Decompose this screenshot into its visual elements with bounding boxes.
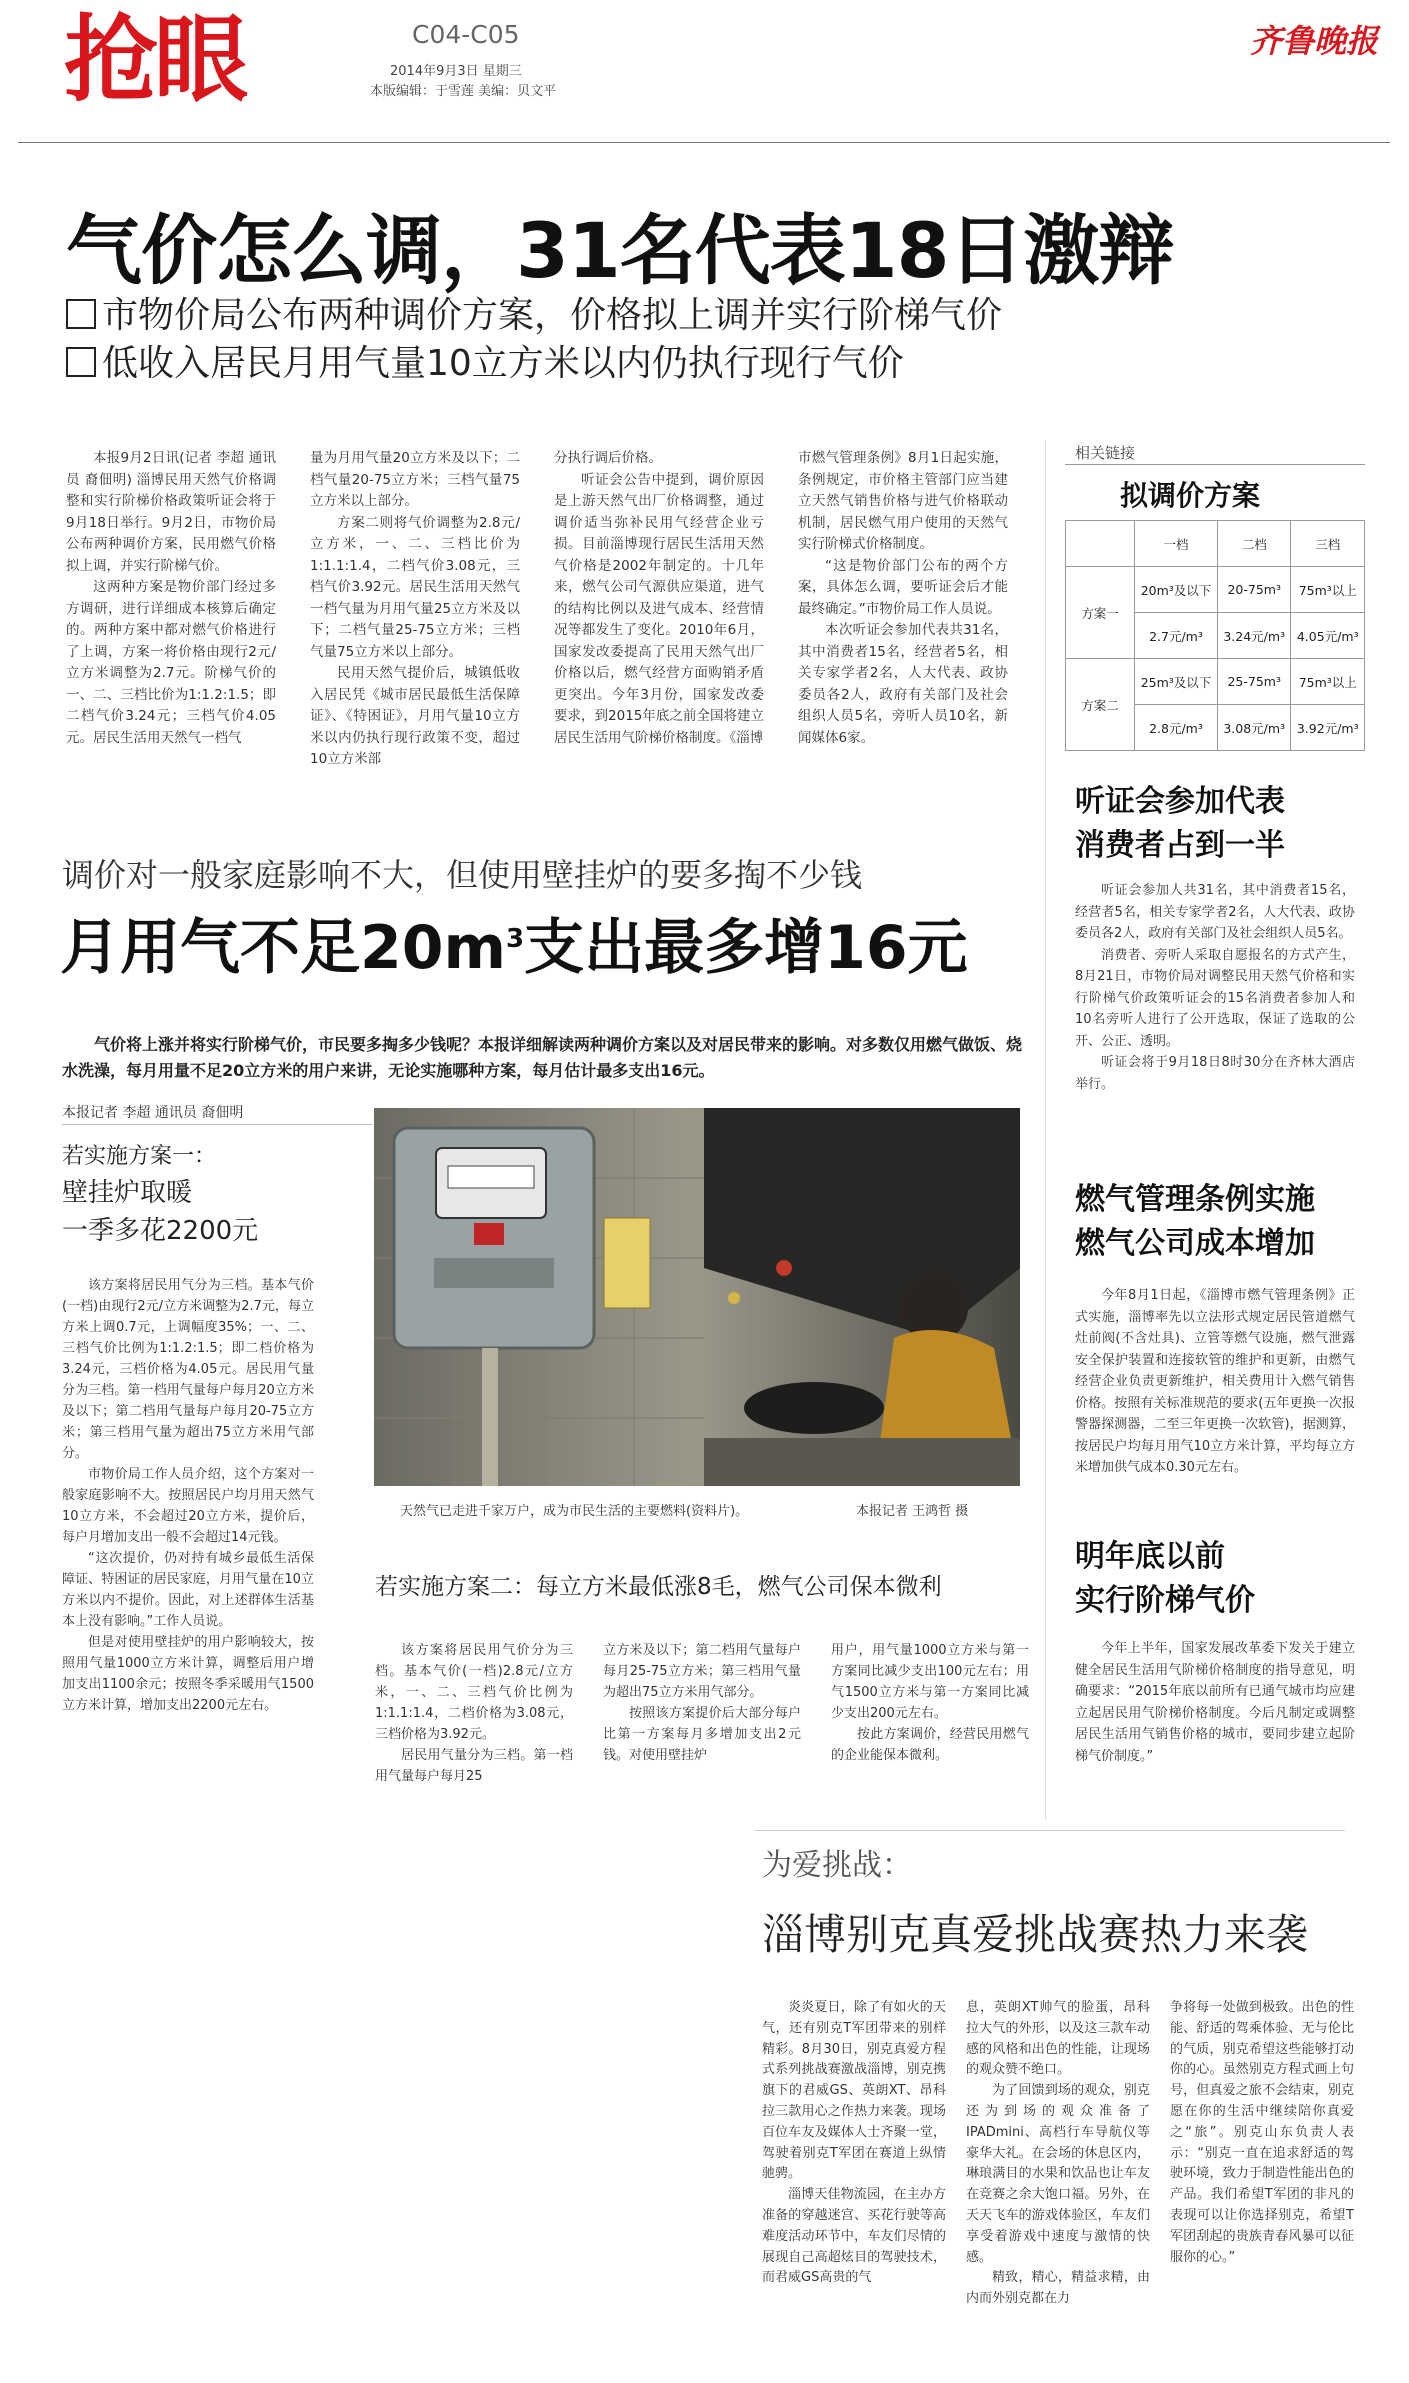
editor-credits: 本版编辑：于雪莲 美编：贝文平: [370, 84, 557, 99]
price-table-title: 拟调价方案: [1120, 479, 1261, 512]
table-header: 一档: [1135, 521, 1218, 567]
subhead-line: 一季多花2200元: [62, 1216, 259, 1246]
heading-line: 燃气管理条例实施: [1075, 1182, 1315, 1217]
table-cell: 3.24元/m³: [1217, 613, 1291, 659]
sidebar-heading-tiered: [1075, 1535, 1255, 1623]
table-cell: 4.05元/m³: [1291, 613, 1365, 659]
paragraph: 但是对使用壁挂炉的用户影响较大，按照用气量1000立方米计算，调整后用户增加支出1100余元；按照冬季采暖用气1500立方米计算，增加支出2200元左右。: [62, 1635, 314, 1713]
photo-credit: 本报记者 王鸿哲 摄: [856, 1504, 969, 1519]
plan-name: 方案一: [1066, 567, 1135, 659]
heading-line: 实行阶梯气价: [1075, 1583, 1255, 1618]
story3-rule: [755, 1830, 1345, 1831]
paragraph: 本次听证会参加代表共31名，其中消费者15名，经营者5名，相关专家学者2名，人大代表、政协委员各2人，政府有关部门及社会组织人员5名，旁听人员10名，新闻媒体6家。: [798, 622, 1008, 746]
sidebar-regulation-text: [1075, 1285, 1355, 1479]
bullet-text: 低收入居民月用气量10立方米以内仍执行现行气价: [102, 343, 904, 384]
price-plan-table: [1065, 520, 1365, 751]
sidebar-tiered-text: [1075, 1638, 1355, 1767]
paragraph: 本报9月2日讯(记者 李超 通讯员 裔佃明) 淄博民用天然气价格调整和实行阶梯价格政策听证会将于9月18日举行。9月2日，市物价局公布两种调价方案，民用燃气价格拟上调，并实行阶梯气价。: [66, 450, 276, 574]
heading-line: 听证会参加代表: [1075, 784, 1285, 819]
headline-part: 支出最多增16元: [524, 913, 968, 983]
paragraph: 该方案将居民用气分为三档。基本气价(一档)由现行2元/立方米调整为2.7元，每立方米上调0.7元，上调幅度35%；一、二、三档气价比例为1:1.2:1.5；即二档价格为3.24元，三档价格为4.05元。居民用气量分为三档。第一档用气量每户每月20立方米及以下；第二档用气量每户每月20-75立方米；第三档用气量为超出75立方米用气部分。: [62, 1278, 314, 1461]
scheme2-col-2: [603, 1640, 801, 1766]
scheme2-col-3: [831, 1640, 1029, 1766]
paragraph: 今年8月1日起，《淄博市燃气管理条例》正式实施，淄博率先以立法形式规定居民管道燃气灶前阀(不含灶具)、立管等燃气设施，燃气泄露安全保护装置和连接软管的维护和更新，由燃气经营企业负责更新维护，相关费用计入燃气销售价格。按照有关标准规范的要求(五年更换一次报警器探测器，二至三年更换一次软管)，据测算，按居民户均每月用气10立方米计算，平均每立方米增加供气成本0.30元左右。: [1075, 1288, 1355, 1475]
paragraph: 息，英朗XT帅气的脸蛋，昂科拉大气的外形，以及这三款车动感的风格和出色的性能，让现场的观众赞不绝口。: [966, 2000, 1150, 2078]
masthead: [0, 0, 1409, 150]
paragraph: 炎炎夏日，除了有如火的天气，还有别克T军团带来的别样精彩。8月30日，别克真爱方程式系列挑战赛激战淄博，别克携旗下的君威GS、英朗XT、昂科拉三款用心之作热力来袭。现场百位车友及媒体人士齐聚一堂，驾驶着别克T军团在赛道上纵情驰骋。: [762, 2000, 946, 2182]
paragraph: “这是物价部门公布的两个方案，具体怎么调，要听证会后才能最终确定。”市物价局工作人员说。: [798, 557, 1008, 617]
paragraph: 按照该方案提价后大部分每户比第一方案每月多增加支出2元钱。对使用壁挂炉: [603, 1706, 801, 1763]
masthead-rule: [18, 142, 1390, 143]
story3-headline: 淄博别克真爱挑战赛热力来袭: [762, 1910, 1309, 1959]
byline-rule: [62, 1124, 372, 1125]
main-col-1: [66, 448, 276, 749]
related-links-label: 相关链接: [1075, 444, 1136, 462]
scheme2-subhead: 若实施方案二：每立方米最低涨8毛，燃气公司保本微利: [375, 1574, 942, 1600]
paragraph: 量为月用气量20立方米及以下；二档气量20-75立方米；三档气量75立方米以上部分。: [310, 450, 520, 509]
story3-col-2: [966, 1998, 1150, 2310]
page-numbers: C04-C05: [412, 20, 520, 49]
paragraph: 消费者、旁听人采取自愿报名的方式产生，8月21日，市物价局对调整民用天然气价格和实行阶梯气价政策听证会的15名消费者参加人和10名旁听人进行了公开选取，保证了选取的公开、公正、透明。: [1075, 947, 1355, 1049]
paragraph: 听证会将于9月18日8时30分在齐林大酒店举行。: [1075, 1055, 1355, 1092]
paragraph: 今年上半年，国家发展改革委下发关于建立健全居民生活用气阶梯价格制度的指导意见，明确要求：“2015年底以前所有已通气城市均应建立起居民用气阶梯价格制度。今后凡制定或调整居民生活用气销售价格的城市，要同步建立起阶梯气价制度。”: [1075, 1641, 1355, 1764]
main-headline: 气价怎么调，31名代表18日激辩: [66, 206, 1174, 295]
bullet-item: [66, 340, 1002, 388]
headline-superscript: 3: [506, 924, 525, 954]
sidebar-heading-hearing: [1075, 780, 1285, 868]
bullet-text: 市物价局公布两种调价方案，价格拟上调并实行阶梯气价: [102, 295, 1003, 336]
paragraph: 按此方案调价，经营民用燃气的企业能保本微利。: [831, 1727, 1029, 1763]
main-col-3: [554, 448, 764, 749]
related-links-rule: [1065, 464, 1365, 465]
scheme1-subhead: [62, 1140, 258, 1250]
story3-col-3: [1170, 1998, 1354, 2268]
table-cell: 20m³及以下: [1135, 567, 1218, 613]
issue-date: 2014年9月3日 星期三: [390, 64, 522, 79]
heading-line: 燃气公司成本增加: [1075, 1226, 1315, 1261]
story2-byline: 本报记者 李超 通讯员 裔佃明: [62, 1105, 244, 1121]
paragraph: 争将每一处做到极致。出色的性能、舒适的驾乘体验、无与伦比的气质，别克希望这些能够打动你的心。虽然别克方程式画上句号，但真爱之旅不会结束，别克愿在你的生活中继续陪你真爱之“旅”。别克山东负责人表示：“别克一直在追求舒适的驾驶环境，致力于制造性能出色的产品。我们希望T军团的非凡的表现可以让你选择别克，希望T军团刮起的贵族青春风暴可以征服你的心。”: [1170, 2000, 1354, 2265]
paragraph: 这两种方案是物价部门经过多方调研，进行详细成本核算后确定的。两种方案中都对燃气价格进行了上调，方案一将价格由现行2元/立方米调整为2.7元。阶梯气价的一、二、三档比价为1:1.2:1.5；即二档气价3.24元；三档气价4.05元。居民生活用天然气一档气: [66, 579, 276, 746]
table-cell: 25-75m³: [1217, 659, 1291, 705]
subhead-line: 壁挂炉取暖: [62, 1178, 193, 1208]
story3-col-1: [762, 1998, 946, 2289]
paragraph: “这次提价，仍对持有城乡最低生活保障证、特困证的居民家庭，月用气量在10立方米以内不提价。因此，对上述群体生活基本上没有影响。”工作人员说。: [62, 1551, 314, 1629]
subhead-line: 若实施方案一：: [62, 1144, 217, 1169]
table-cell: 3.08元/m³: [1217, 705, 1291, 751]
table-header: 二档: [1217, 521, 1291, 567]
heading-line: 消费者占到一半: [1075, 828, 1285, 863]
checkbox-square-icon: [66, 299, 96, 329]
paragraph: 精致，精心，精益求精，由内而外别克都在力: [966, 2270, 1150, 2307]
story2-headline: [60, 900, 968, 986]
paragraph: 听证会参加人共31名，其中消费者15名，经营者5名，相关专家学者2名，人大代表、政协委员各2人，政府有关部门及社会组织人员5名。: [1075, 883, 1355, 941]
table-cell: 3.92元/m³: [1291, 705, 1365, 751]
paragraph: 立方米及以下；第二档用气量每户每月25-75立方米；第三档用气量为超出75立方米用气部分。: [603, 1643, 801, 1700]
scheme1-text: [62, 1275, 314, 1716]
table-header: 三档: [1291, 521, 1365, 567]
sidebar-hearing-text: [1075, 880, 1355, 1095]
checkbox-square-icon: [66, 347, 96, 377]
paragraph: 淄博天佳物流园，在主办方准备的穿越迷宫、买花行驶等高难度活动环节中，车友们尽情的展现自己高超炫目的驾驶技术，而君威GS高贵的气: [762, 2187, 946, 2286]
sidebar-divider: [1045, 440, 1046, 1820]
paragraph: 听证会公告中提到，调价原因是上游天然气出厂价格调整，通过调价适当弥补民用气经营企业亏损。目前淄博现行居民生活用天然气价格是2002年制定的。十几年来，燃气公司气源供应渠道，进气的结构比例以及进气成本、经营情况等都发生了变化。2010年6月，国家发改委提高了民用天然气出厂价格以后，燃气经营方面购销矛盾更突出。今年3月份，国家发改委要求，到2015年底之前全国将建立居民生活用气阶梯价格制度。《淄博: [554, 471, 764, 746]
headline-bullets: [66, 292, 1002, 388]
paragraph: 市物价局工作人员介绍，这个方案对一般家庭影响不大。按照居民户均月用天然气10立方米，不会超过20立方米，提价后，每户月增加支出一般不会超过14元钱。: [62, 1467, 314, 1545]
story2-kicker: 调价对一般家庭影响不大，但使用壁挂炉的要多掏不少钱: [62, 856, 863, 894]
table-cell: 75m³以上: [1291, 567, 1365, 613]
paragraph: 用户，用气量1000立方米与第一方案同比减少支出100元左右；用气1500立方米与第一方案同比减少支出200元左右。: [831, 1643, 1029, 1721]
kitchen-photo-illustration: [374, 1108, 1020, 1486]
headline-part: 月用气不足20m: [60, 913, 507, 983]
paragraph: 该方案将居民用气价分为三档。基本气价(一档)2.8元/立方米，一、二、三档气价比例为1:1.1:1.4，二档价格为3.08元，三档价格为3.92元。: [375, 1643, 573, 1742]
story3-kicker: 为爱挑战：: [762, 1848, 912, 1883]
table-corner: [1066, 521, 1135, 567]
bullet-item: [66, 292, 1002, 340]
main-col-2: [310, 448, 520, 771]
table-cell: 25m³及以下: [1135, 659, 1218, 705]
main-col-4: [798, 448, 1008, 749]
heading-line: 明年底以前: [1075, 1539, 1225, 1574]
table-cell: 20-75m³: [1217, 567, 1291, 613]
paragraph: 分执行调后价格。: [554, 450, 662, 466]
plan-name: 方案二: [1066, 659, 1135, 751]
table-cell: 2.7元/m³: [1135, 613, 1218, 659]
photo-caption: 天然气已走进千家万户，成为市民生活的主要燃料(资料片)。: [400, 1504, 749, 1519]
paragraph: 为了回馈到场的观众，别克还为到场的观众准备了IPADmini、高档行车导航仪等豪华大礼。在会场的休息区内，琳琅满目的水果和饮品也让车友在竞赛之余大饱口福。另外，在天天飞车的游戏体验区，车友们享受着游戏中速度与激情的快感。: [966, 2083, 1150, 2265]
paragraph: 民用天然气提价后，城镇低收入居民凭《城市居民最低生活保障证》、《特困证》，月用气量10立方米以内仍执行现行政策不变，超过10立方米部: [310, 665, 520, 767]
table-cell: 2.8元/m³: [1135, 705, 1218, 751]
story2-lead: 气价将上涨并将实行阶梯气价，市民要多掏多少钱呢？本报详细解读两种调价方案以及对居民带来的影响。对多数仅用燃气做饭、烧水洗澡，每月用量不足20立方米的用户来讲，无论实施哪种方案，每月估计最多支出16元。: [62, 1035, 1023, 1080]
scheme2-col-1: [375, 1640, 573, 1787]
paragraph: 市燃气管理条例》8月1日起实施，条例规定，市价格主管部门应当建立天然气销售价格与进气价格联动机制，居民燃气用户使用的天然气实行阶梯式价格制度。: [798, 450, 1008, 552]
table-cell: 75m³以上: [1291, 659, 1365, 705]
newspaper-name: 齐鲁晚报: [1250, 22, 1379, 60]
paragraph: 居民用气量分为三档。第一档用气量每户每月25: [375, 1748, 573, 1784]
news-photo: [374, 1108, 1020, 1486]
sidebar-heading-regulation: [1075, 1178, 1315, 1266]
section-logo: 抢眼: [64, 5, 245, 115]
paragraph: 方案二则将气价调整为2.8元/立方米，一、二、三档比价为1:1.1:1.4，二档气价3.08元，三档气价3.92元。居民生活用天然气一档气量为月用气量25立方米及以下；二档气量25-75立方米；三档气量75立方米以上部分。: [310, 514, 520, 660]
